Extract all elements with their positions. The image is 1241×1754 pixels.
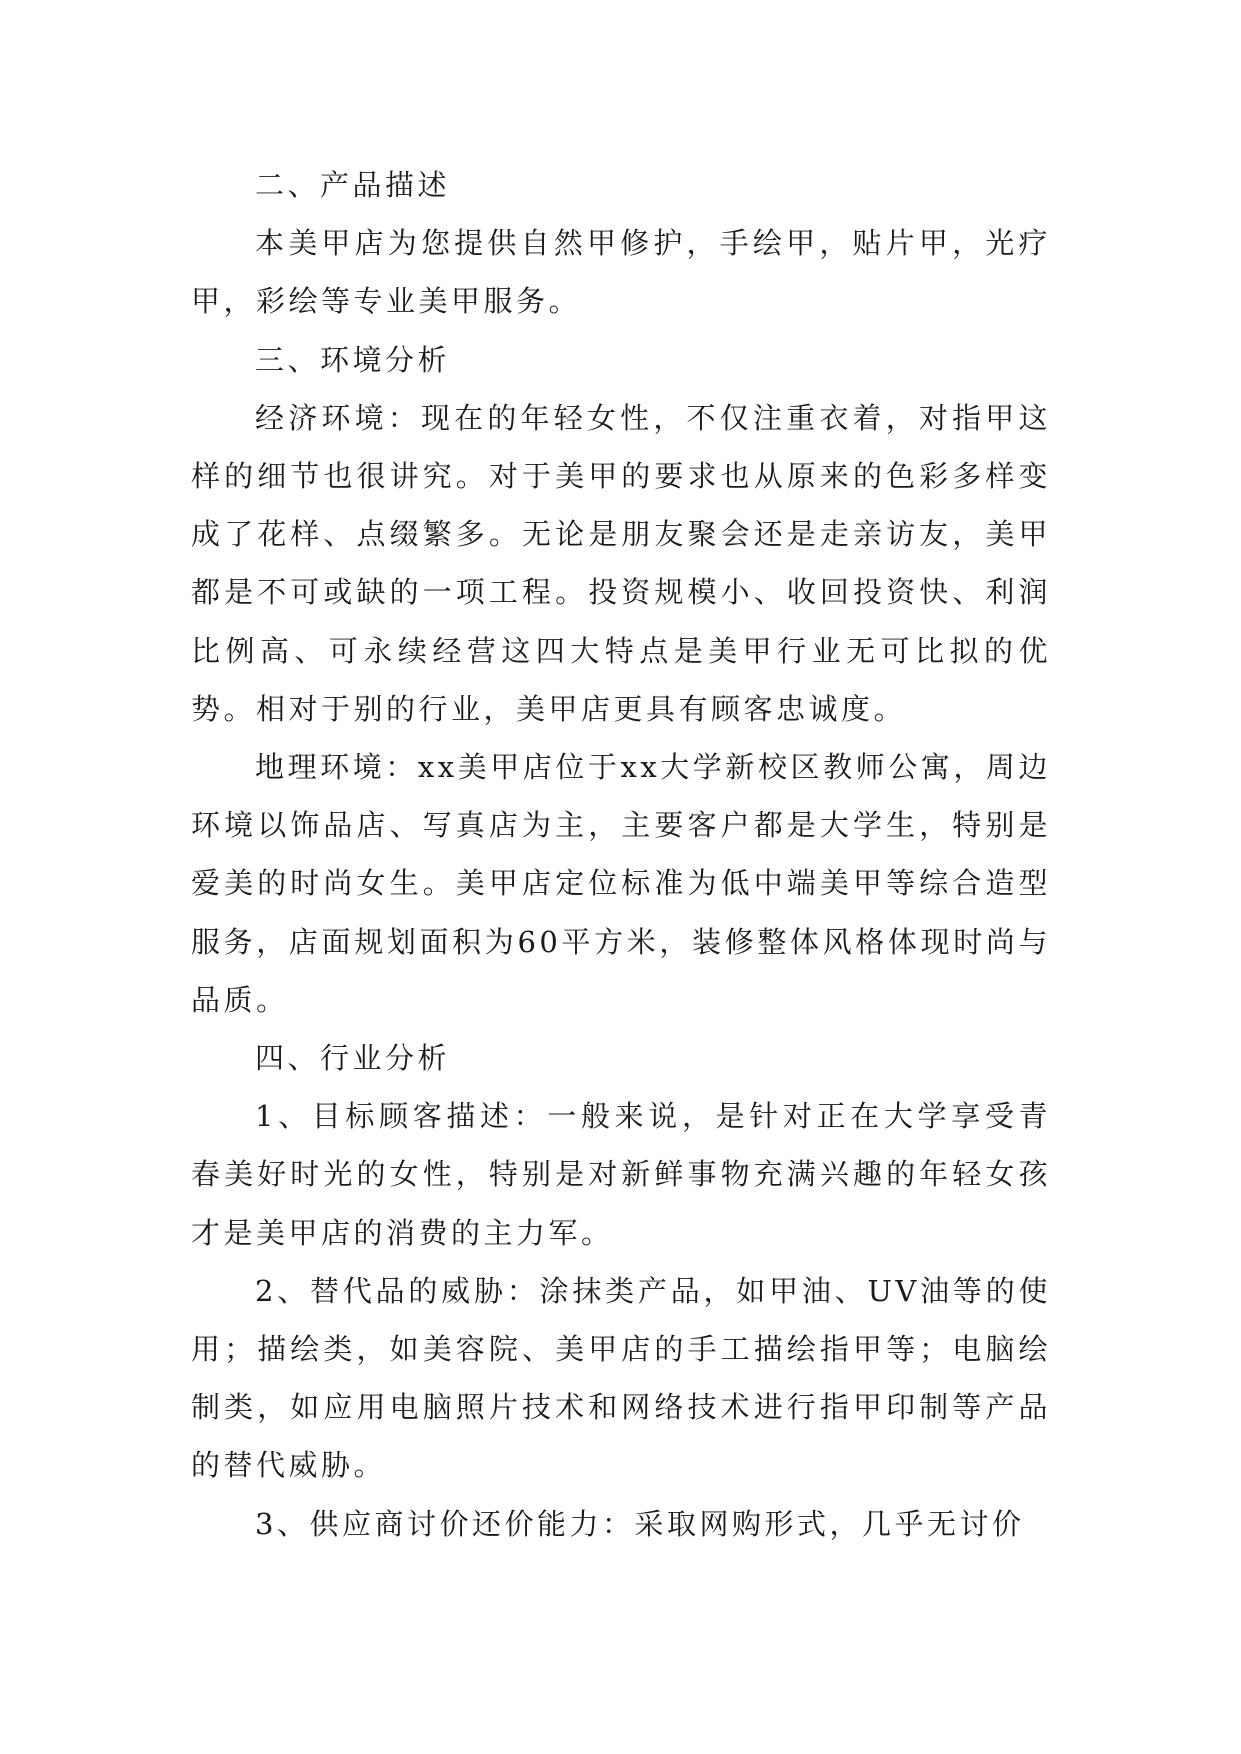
section-heading-product-description: 二、产品描述 — [255, 168, 451, 202]
section-heading-environment-analysis: 三、环境分析 — [255, 342, 451, 377]
paragraph-geographic-environment: 地理环境：xx美甲店位于xx大学新校区教师公寓，周边环境以饰品店、写真店为主，主要客户都是大学生，特别是爱美的时尚女生。美甲店定位标准为低中端美甲等综合造型服务，店面规划面积为60平方米，装修整体风格体现时尚与品质。 — [191, 750, 1051, 1017]
section-heading-industry-analysis: 四、行业分析 — [255, 1041, 451, 1076]
paragraph-target-customers: 1、目标顾客描述：一般来说，是针对正在大学享受青春美好时光的女性，特别是对新鲜事物充满兴趣的年轻女孩才是美甲店的消费的主力军。 — [191, 1099, 1051, 1250]
paragraph-supplier-bargaining: 3、供应商讨价还价能力：采取网购形式，几乎无讨价 — [255, 1506, 1025, 1541]
paragraph-product-description: 本美甲店为您提供自然甲修护，手绘甲，贴片甲，光疗甲，彩绘等专业美甲服务。 — [191, 226, 1051, 319]
document-body — [191, 156, 1051, 1553]
paragraph-economic-environment: 经济环境：现在的年轻女性，不仅注重衣着，对指甲这样的细节也很讲究。对于美甲的要求也从原来的色彩多样变成了花样、点缀繁多。无论是朋友聚会还是走亲访友，美甲都是不可或缺的一项工程。投资规模小、收回投资快、利润比例高、可永续经营这四大特点是美甲行业无可比拟的优势。相对于别的行业，美甲店更具有顾客忠诚度。 — [191, 400, 1051, 726]
paragraph-substitute-threat: 2、替代品的威胁：涂抹类产品，如甲油、UV油等的使用；描绘类，如美容院、美甲店的手工描绘指甲等；电脑绘制类，如应用电脑照片技术和网络技术进行指甲印制等产品的替代威胁。 — [191, 1273, 1051, 1483]
